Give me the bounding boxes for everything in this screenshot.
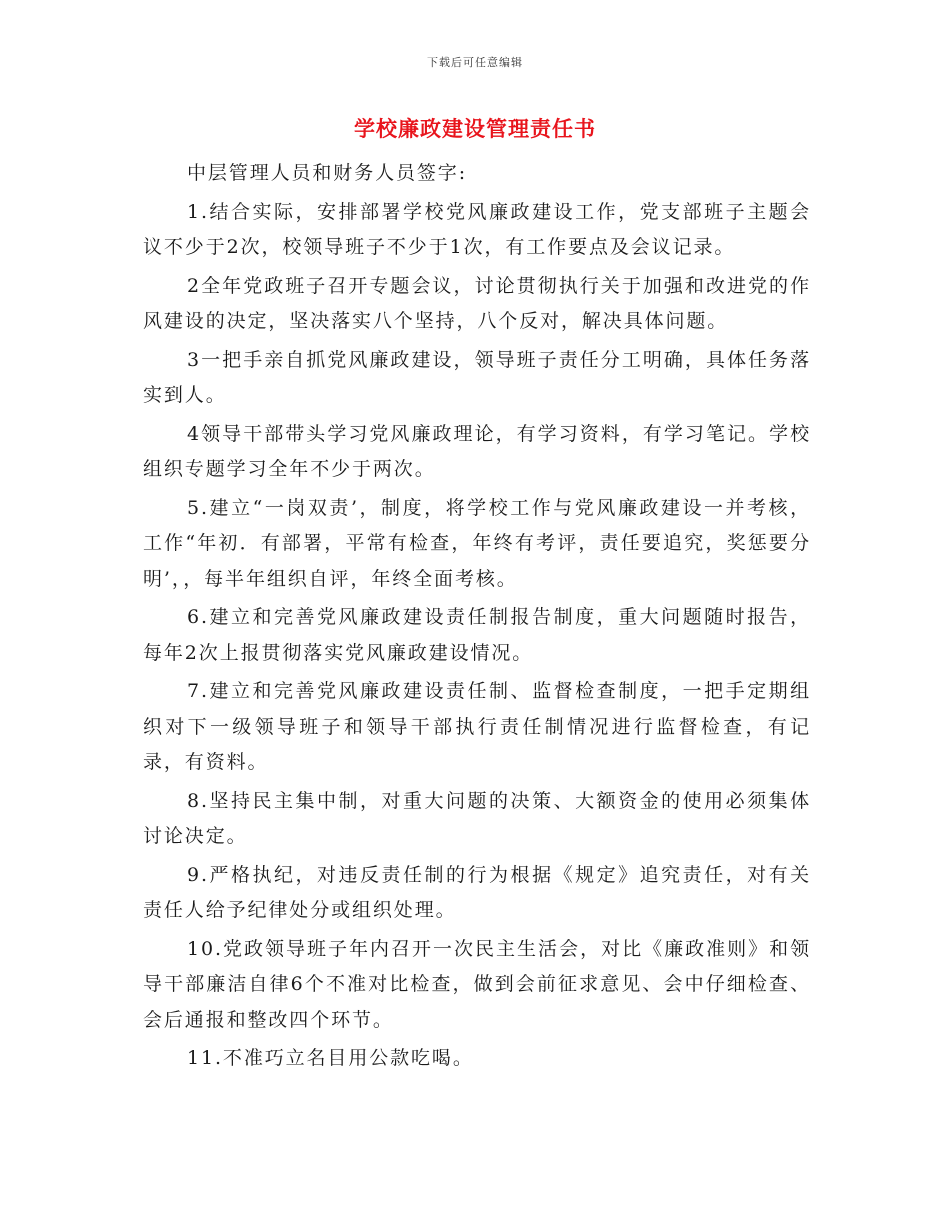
paragraph-item-6: 6.建立和完善党风廉政建设责任制报告制度，重大问题随时报告，每年2次上报贯彻落实党风廉政建设情况。 xyxy=(143,606,811,664)
paragraph-signature-line: 中层管理人员和财务人员签字: xyxy=(187,162,468,184)
paragraph-item-7: 7.建立和完善党风廉政建设责任制、监督检查制度，一把手定期组织对下一级领导班子和领导干部执行责任制情况进行监督检查，有记录，有资料。 xyxy=(143,680,811,773)
document-body xyxy=(143,156,811,1080)
paragraph-item-4: 4领导干部带头学习党风廉政理论，有学习资料，有学习笔记。学校组织专题学习全年不少于两次。 xyxy=(143,422,811,480)
paragraph-item-3: 3一把手亲自抓党风廉政建设，领导班子责任分工明确，具体任务落实到人。 xyxy=(143,348,811,406)
paragraph-item-1: 1.结合实际，安排部署学校党风廉政建设工作，党支部班子主题会议不少于2次，校领导班子不少于1次，有工作要点及会议记录。 xyxy=(143,200,811,258)
paragraph-item-11: 11.不准巧立名目用公款吃喝。 xyxy=(187,1047,474,1069)
paragraph-item-2: 2全年党政班子召开专题会议，讨论贯彻执行关于加强和改进党的作风建设的决定，坚决落实八个坚持，八个反对，解决具体问题。 xyxy=(143,274,811,332)
paragraph-item-9: 9.严格执纪，对违反责任制的行为根据《规定》追究责任，对有关责任人给予纪律处分或组织处理。 xyxy=(143,863,811,921)
document-title: 学校廉政建设管理责任书 xyxy=(354,116,596,141)
paragraph-item-10: 10.党政领导班子年内召开一次民主生活会，对比《廉政准则》和领导干部廉洁自律6个不准对比检查，做到会前征求意见、会中仔细检查、会后通报和整改四个环节。 xyxy=(143,937,811,1031)
header-note: 下载后可任意编辑 xyxy=(427,56,523,69)
paragraph-item-5: 5.建立“一岗双责’，制度，将学校工作与党风廉政建设一并考核，工作“年初．有部署，平常有检查，年终有考评，责任要追究，奖惩要分明’，，每半年组织自评，年终全面考核。 xyxy=(143,496,811,590)
paragraph-item-8: 8.坚持民主集中制，对重大问题的决策、大额资金的使用必须集体讨论决定。 xyxy=(143,789,811,847)
